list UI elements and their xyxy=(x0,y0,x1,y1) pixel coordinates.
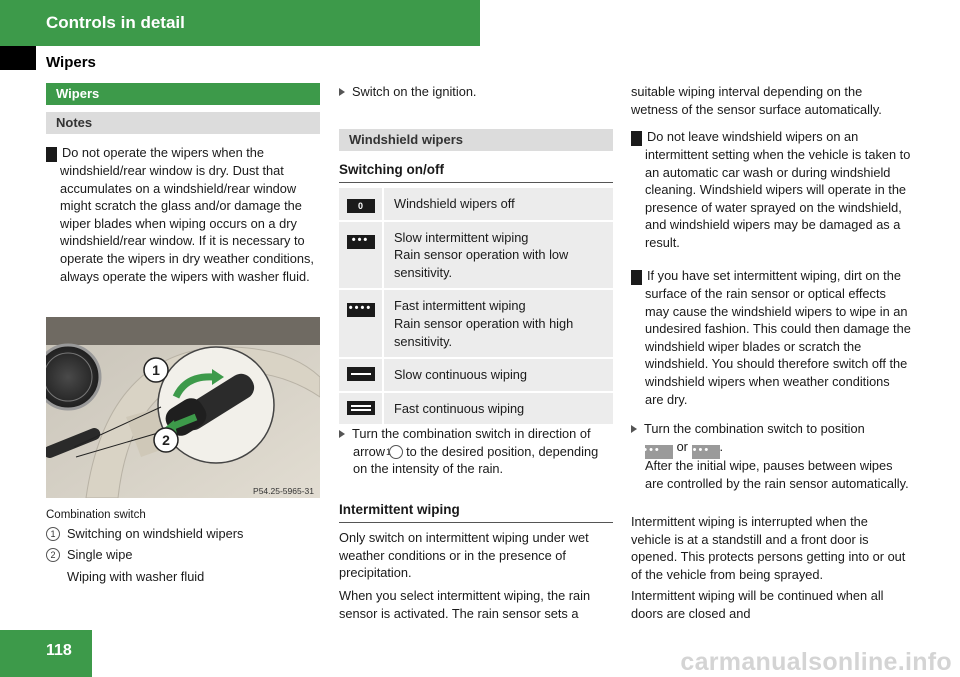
slow-intermittent-inline-icon: ••• xyxy=(645,445,673,459)
figure-code: P54.25-5965-31 xyxy=(253,486,314,496)
fast-intermittent-inline-icon: •••• xyxy=(692,445,720,459)
rain-sensor-para: suitable wiping interval depending on the wetness of the sensor surface automatically. xyxy=(631,84,882,117)
header-tab-marker xyxy=(0,46,36,70)
after-initial-wipe: After the initial wipe, pauses between wipes are controlled by the rain sensor automatically. xyxy=(645,458,909,491)
step-turn-switch: Turn the combination switch in direction of arrow 1 to the desired position, depending on the intensity of the rain. xyxy=(339,425,615,478)
intermittent-para-2: When you select intermittent wiping, the rain sensor is activated. The rain sensor sets a xyxy=(339,588,591,621)
wiper-off-icon: 0 xyxy=(347,199,375,213)
combination-switch-illustration xyxy=(46,317,320,498)
fast-continuous-icon xyxy=(347,401,375,415)
legend-item-1: 1 Switching on windshield wipers xyxy=(46,525,320,543)
switching-heading: Switching on/off xyxy=(339,161,613,183)
dirt-sensor-warning: ! If you have set intermittent wiping, dirt on the surface of the rain sensor or optical effects may cause the windshield wipers to wipe in an undesired fashion. This could then damage the windshield wiper blades or scratch the windshield. You should therefore switch off the windshield wipers when weather conditions are dry. xyxy=(627,268,911,407)
watermark: carmanualsonline.info xyxy=(680,648,952,676)
dry-wiper-warning: ! Do not operate the wipers when the windshield/rear window is dry. Dust that accumulates on a windshield/rear window might scratch the glass and/or damage the wiper blades when wiping occurs on a dry windshield/rear window. If it is necessary to operate the wipers in dry weather conditions, always operate the wipers with washer fluid. xyxy=(42,145,314,284)
legend-number: 2 xyxy=(46,548,60,562)
slow-intermittent-icon: ••• xyxy=(347,235,375,249)
interrupt-para: Intermittent wiping is interrupted when the vehicle is at a standstill and a front door is opened. This protects persons getting into or out of the vehicle from being sprayed. xyxy=(631,514,906,582)
arrow-ref-number: 1 xyxy=(389,445,403,459)
legend-number: 1 xyxy=(46,527,60,541)
step-turn-position: Turn the combination switch to position ••• or •••• . xyxy=(631,420,911,459)
page-number: 118 xyxy=(46,642,72,659)
continue-para: Intermittent wiping will be continued when all doors are closed and xyxy=(631,588,884,621)
table-row: ••• Slow intermittent wiping Rain sensor operation with low sensitivity. xyxy=(339,221,613,290)
car-wash-warning: ! Do not leave windshield wipers on an intermittent setting when the vehicle is taken to an automatic car wash or during windshield cleaning. Windshield wipers will operate in the presence of water sprayed on the windshield, and windshield wipers may be damaged as a result. xyxy=(627,129,911,250)
legend-item-2b: Wiping with washer fluid xyxy=(67,569,205,584)
slow-continuous-icon xyxy=(347,367,375,381)
table-row: 0 Windshield wipers off xyxy=(339,188,613,221)
warning-icon: ! xyxy=(631,270,642,285)
step-arrow-icon xyxy=(631,425,637,433)
step-arrow-icon xyxy=(339,430,345,438)
fast-intermittent-icon: •••• xyxy=(347,303,375,317)
intermittent-para-1: Only switch on intermittent wiping under wet weather conditions or in the presence of precipitation. xyxy=(339,530,589,581)
step-switch-ignition: Switch on the ignition. xyxy=(339,83,613,101)
step-arrow-icon xyxy=(339,88,345,96)
warning-icon: ! xyxy=(631,131,642,146)
table-row: Slow continuous wiping xyxy=(339,358,613,392)
subsection-title: Wipers xyxy=(46,54,96,71)
wipers-heading-bar: Wipers xyxy=(46,83,320,105)
windshield-wipers-heading-bar: Windshield wipers xyxy=(339,129,613,151)
legend-item-2: 2 Single wipe xyxy=(46,546,320,564)
figure-caption: Combination switch xyxy=(46,509,146,521)
intermittent-heading: Intermittent wiping xyxy=(339,501,613,523)
table-row: •••• Fast intermittent wiping Rain sensor operation with high sensitivity. xyxy=(339,289,613,358)
combination-switch-figure xyxy=(46,317,320,498)
wiper-positions-table xyxy=(339,188,613,426)
section-title: Controls in detail xyxy=(46,13,185,32)
table-row: Fast continuous wiping xyxy=(339,392,613,426)
figure-callout-1: 1 xyxy=(152,362,160,378)
warning-icon: ! xyxy=(46,147,57,162)
figure-callout-2: 2 xyxy=(162,432,170,448)
notes-heading-bar: Notes xyxy=(46,112,320,134)
